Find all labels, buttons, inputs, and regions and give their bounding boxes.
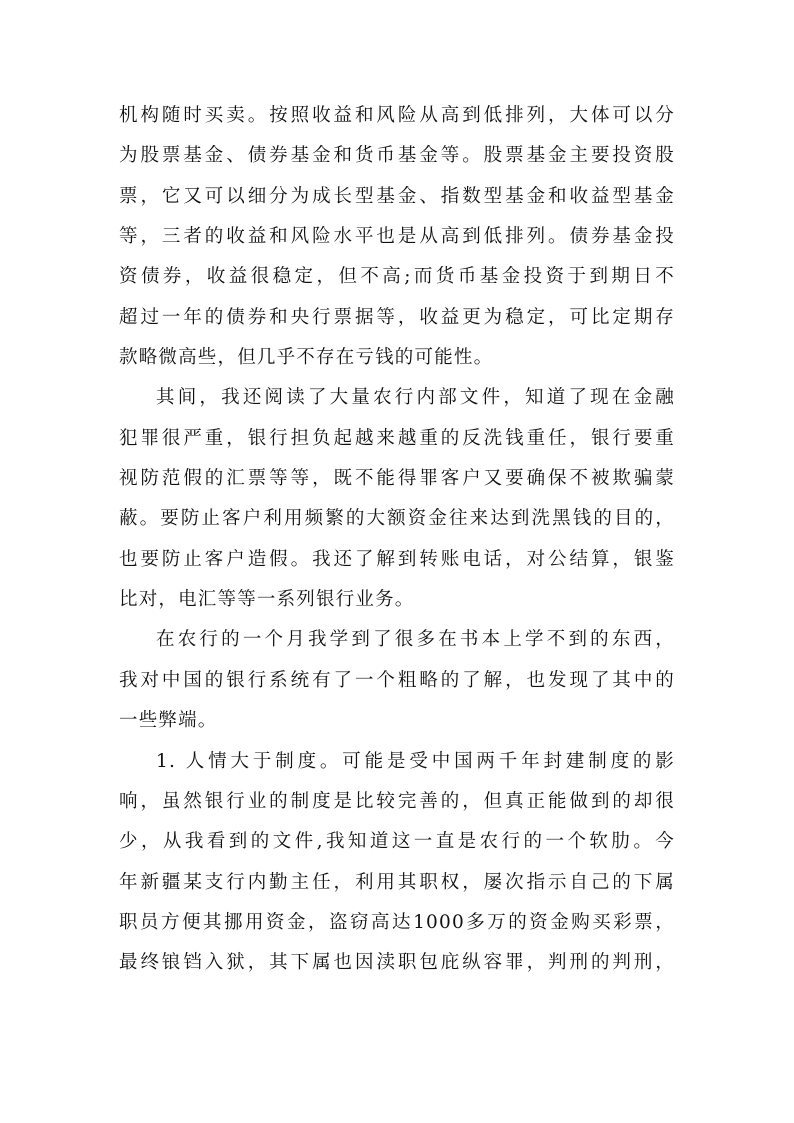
text-line: 票，它又可以细分为成长型基金、指数型基金和收益型基金 — [119, 185, 675, 207]
text-line: 年新疆某支行内勤主任，利用其职权，屡次指示自己的下属 — [119, 871, 675, 893]
text-line: 机构随时买卖。按照收益和风险从高到低排列，大体可以分 — [119, 105, 675, 126]
text-line: 比对，电汇等等一系列银行业务。 — [119, 589, 415, 611]
text-line: 蔽。要防止客户利用频繁的大额资金往来达到洗黑钱的目的， — [119, 508, 675, 530]
text-line: 款略微高些，但几乎不存在亏钱的可能性。 — [119, 347, 494, 369]
text-line: 犯罪很严重，银行担负起越来越重的反洗钱重任，银行要重 — [119, 427, 675, 449]
text-line: 超过一年的债券和央行票据等，收益更为稳定，可比定期存 — [119, 306, 675, 328]
text-line: 我对中国的银行系统有了一个粗略的了解，也发现了其中的 — [119, 669, 675, 691]
document-body — [119, 96, 675, 984]
text-line: 一些弊端。 — [119, 710, 218, 732]
text-line: 少，从我看到的文件,我知道这一直是农行的一个软肋。今 — [119, 831, 675, 853]
text-line: 1. 人情大于制度。可能是受中国两千年封建制度的影 — [156, 750, 675, 772]
text-line: 资债券，收益很稳定，但不高;而货币基金投资于到期日不 — [119, 266, 675, 288]
text-line: 视防范假的汇票等等，既不能得罪客户又要确保不被欺骗蒙 — [119, 468, 675, 490]
text-line: 为股票基金、债券基金和货币基金等。股票基金主要投资股 — [119, 145, 675, 167]
text-line: 等，三者的收益和风险水平也是从高到低排列。债券基金投 — [119, 226, 675, 248]
text-line: 职员方便其挪用资金，盗窃高达1000多万的资金购买彩票， — [119, 911, 675, 933]
text-line: 在农行的一个月我学到了很多在书本上学不到的东西， — [156, 629, 675, 651]
text-line: 也要防止客户造假。我还了解到转账电话，对公结算，银鉴 — [119, 548, 675, 570]
text-line: 其间，我还阅读了大量农行内部文件，知道了现在金融 — [156, 387, 675, 409]
text-line: 最终锒铛入狱，其下属也因渎职包庇纵容罪，判刑的判刑， — [119, 952, 675, 974]
text-line: 响，虽然银行业的制度是比较完善的，但真正能做到的却很 — [119, 790, 675, 812]
